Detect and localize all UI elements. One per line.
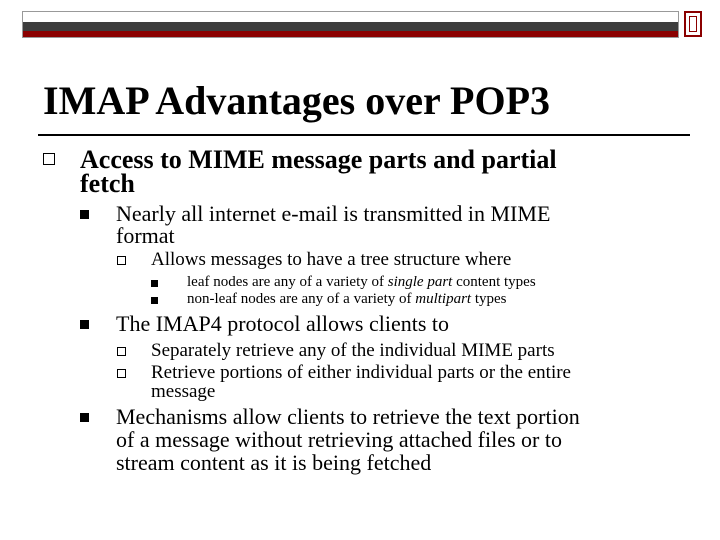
bullet-filled-square	[151, 280, 158, 287]
corner-decoration-inner	[689, 16, 697, 32]
bullet-text-l3-line2: message	[151, 381, 216, 402]
bullet-text-l1-line2: fetch	[80, 169, 135, 198]
bullet-text-l4-b-pre: non-leaf nodes are any of a variety of	[187, 291, 416, 307]
bullet-text-l3: Allows messages to have a tree structure where	[151, 249, 512, 270]
title-underline	[38, 134, 690, 136]
bullet-hollow-square	[117, 347, 126, 356]
bullet-text-l3: Separately retrieve any of the individual MIME parts	[151, 340, 555, 361]
bullet-text-l4-a-em: single part	[387, 274, 453, 290]
bullet-filled-square	[151, 297, 158, 304]
bullet-text-l2-line1: Nearly all internet e-mail is transmitted in MIME	[116, 201, 551, 226]
bullet-hollow-square	[117, 256, 126, 265]
bullet-text-l4-b	[187, 292, 507, 307]
bullet-filled-square	[80, 320, 89, 329]
top-decorative-bar	[22, 11, 679, 38]
bullet-hollow-square	[117, 369, 126, 378]
bullet-text-l1-line1: Access to MIME message parts and partial	[80, 145, 557, 174]
bullet-text-l2: The IMAP4 protocol allows clients to	[116, 311, 450, 336]
bullet-text-l2-line3: stream content as it is being fetched	[116, 450, 432, 475]
bullet-hollow-square	[43, 153, 55, 165]
bullet-text-l3-line1: Retrieve portions of either individual parts or the entire	[151, 362, 571, 383]
bullet-text-l2-line2: of a message without retrieving attached files or to	[116, 427, 562, 452]
bullet-text-l4-b-post: types	[471, 291, 507, 307]
bullet-text-l2-line2: format	[116, 223, 175, 248]
bullet-filled-square	[80, 413, 89, 422]
slide-title: IMAP Advantages over POP3	[43, 78, 551, 123]
bullet-text-l4-a-post: content types	[452, 274, 536, 290]
bullet-filled-square	[80, 210, 89, 219]
bullet-text-l4-a-pre: leaf nodes are any of a variety of	[187, 274, 388, 290]
bullet-text-l4-b-em: multipart	[415, 291, 472, 307]
bullet-text-l4-a	[187, 275, 536, 290]
top-bar-red-line	[23, 31, 678, 37]
bullet-text-l2-line1: Mechanisms allow clients to retrieve the text portion	[116, 404, 580, 429]
corner-decoration	[684, 11, 702, 37]
